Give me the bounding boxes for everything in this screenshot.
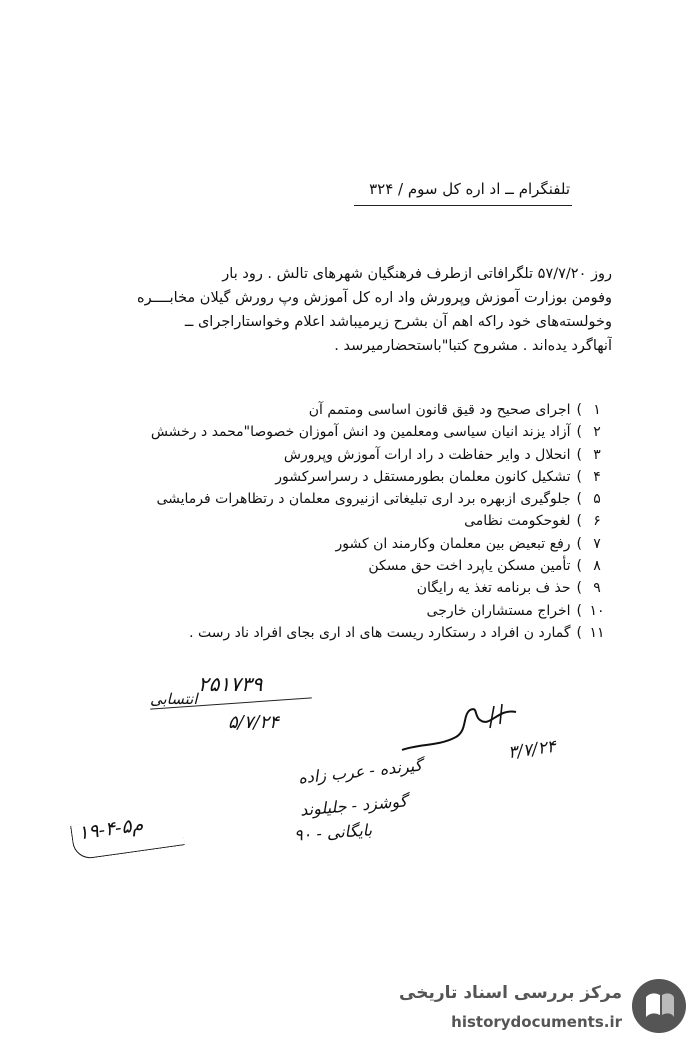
item-paren: ) xyxy=(576,624,582,641)
heading-underline xyxy=(354,205,572,206)
handwritten-note: گیرنده - عرب زاده xyxy=(297,755,423,788)
watermark-title: مرکز بررسی اسناد تاریخی xyxy=(399,983,622,1003)
watermark-url[interactable]: historydocuments.ir xyxy=(451,1013,622,1031)
body-text xyxy=(92,262,612,358)
item-text: آزاد یزند انیان سیاسی ومعلمین ود انش آموزان خصوصا"محمد د رخشش xyxy=(150,424,571,441)
list-item xyxy=(12,625,612,647)
list-item xyxy=(12,491,612,513)
item-text: جلوگیری ازبهره برد اری تبلیغاتی ازنیروی معلمان د رتظاهرات فرمایشی xyxy=(156,491,571,508)
list-item xyxy=(12,536,612,558)
item-number: ۱ xyxy=(593,402,601,418)
item-number: ۱۱ xyxy=(589,624,605,641)
item-paren: ) xyxy=(576,558,582,575)
item-number: ۷ xyxy=(593,535,601,552)
body-line: وفومن بوزارت آموزش وپرورش واد اره کل آموزش وپ رورش گیلان مخابــــره xyxy=(137,290,612,306)
item-number: ۹ xyxy=(593,580,601,597)
margin-number: ۱۹-۴-۵م xyxy=(76,813,145,845)
item-text: اخراج مستشاران خارجی xyxy=(426,602,571,619)
watermark xyxy=(398,977,688,1043)
item-paren: ) xyxy=(576,491,582,508)
item-text: حذ ف برنامه تغذ یه رایگان xyxy=(416,580,571,597)
item-number: ۸ xyxy=(593,558,601,575)
list-item xyxy=(12,402,612,424)
item-text: تشکیل کانون معلمان بطورمستقل د رسراسرکشور xyxy=(275,468,571,485)
archive-logo-icon xyxy=(630,977,688,1035)
handwritten-date: ۵/۷/۲۴ xyxy=(228,712,279,733)
item-text: انحلال د وایر حفاظت د راد ارات آموزش وپرورش xyxy=(283,446,571,463)
item-paren: ) xyxy=(576,424,582,441)
item-text: لغوحکومت نظامی xyxy=(464,513,571,530)
list-item xyxy=(12,513,612,535)
item-paren: ) xyxy=(576,402,582,418)
list-item xyxy=(12,580,612,602)
item-number: ۱۰ xyxy=(589,602,605,619)
signature-icon xyxy=(398,698,518,758)
item-paren: ) xyxy=(576,513,582,530)
item-number: ۴ xyxy=(593,468,601,485)
received-label: انتسابی xyxy=(150,690,198,708)
body-line: آنهاگرد یده‌اند . مشروح کتبا"باستحضارمیرسد . xyxy=(334,338,612,354)
item-number: ۲ xyxy=(593,424,601,441)
item-paren: ) xyxy=(576,580,582,597)
item-text: اجرای صحیح ود قیق قانون اساسی ومتمم آن xyxy=(308,402,571,418)
item-text: تأمین مسکن یاپرد اخت حق مسکن xyxy=(368,558,571,575)
item-number: ۵ xyxy=(593,491,601,508)
item-text: گمارد ن افراد د رستکارد ریست های اد اری بجای افراد ناد رست . xyxy=(189,624,571,641)
body-line: وخولسته‌های خود راکه اهم آن بشرح زیرمیباشد اعلام وخواستاراجرای ــ xyxy=(184,314,612,330)
item-paren: ) xyxy=(576,535,582,552)
signature-date: ۳/۷/۲۴ xyxy=(506,736,558,764)
list-item xyxy=(12,469,612,491)
list-item xyxy=(12,447,612,469)
item-text: رفع تبعیض بین معلمان وکارمند ان کشور xyxy=(335,535,571,552)
item-paren: ) xyxy=(576,446,582,463)
item-number: ۶ xyxy=(593,513,601,530)
demands-list xyxy=(12,402,612,647)
received-number: ۲۵۱۷۳۹ xyxy=(198,672,263,696)
telegram-heading: تلفنگرام ــ اد اره کل سوم / ۳۲۴ xyxy=(369,180,570,198)
item-number: ۳ xyxy=(593,446,601,463)
item-paren: ) xyxy=(576,468,582,485)
handwritten-note: گوشزد - جلیلوند xyxy=(299,791,408,820)
body-line: روز ۵۷/۷/۲۰ تلگرافاتی ازطرف فرهنگیان شهرهای تالش . رود بار xyxy=(222,266,612,282)
list-item xyxy=(12,558,612,580)
list-item xyxy=(12,424,612,446)
list-item xyxy=(12,603,612,625)
item-paren: ) xyxy=(576,602,582,619)
handwritten-note: بایگانی - ۹۰ xyxy=(293,820,373,845)
